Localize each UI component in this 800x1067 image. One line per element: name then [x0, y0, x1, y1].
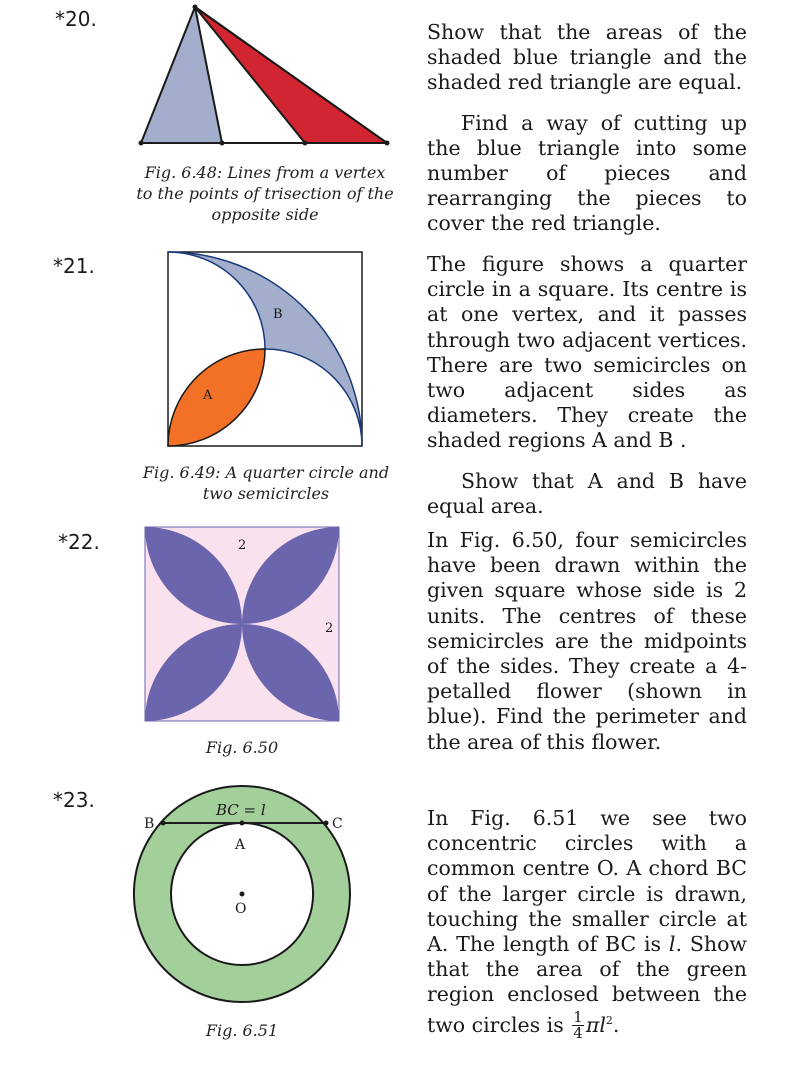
problem-23-text — [427, 806, 747, 1041]
fraction-numerator: 1 — [573, 1008, 583, 1027]
problem-22-para-1: In Fig. 6.50, four semicircles have been drawn within the given square whose side is 2 units. The centres of these semicircles are the midpoints of the sides. They create a 4-petalled flower (shown in blue). Find the perimeter and the area of this flower. — [427, 528, 747, 754]
fraction-denominator: 4 — [573, 1024, 583, 1043]
problem-21-text — [427, 252, 747, 519]
problem-21-para-2: Show that A and B have equal area. — [427, 468, 747, 518]
label-b: B — [144, 816, 155, 832]
figure-6-50 — [140, 522, 345, 727]
problem-21-para-1: The figure shows a quarter circle in a square. Its centre is at one vertex, and it passes through two adjacent vertices. There are two semicircles on two adjacent sides as diameters. They create the shaded regions A and B . — [427, 252, 747, 453]
figure-6-48 — [120, 0, 410, 150]
problem-23-end: Show that the area of the green region enclosed between the two circles is — [427, 932, 747, 1037]
blue-triangle — [141, 7, 222, 143]
problem-20-text — [427, 20, 747, 237]
exponent-2: 2 — [605, 1013, 613, 1027]
var-l: l — [668, 932, 676, 957]
caption-fig-6-50: Fig. 6.50 — [205, 738, 279, 757]
problem-20-para-1: Show that the areas of the shaded blue triangle and the shaded red triangle are equal. — [427, 20, 747, 95]
label-a: A — [203, 388, 213, 403]
label-o: O — [235, 901, 247, 917]
problem-22-text — [427, 528, 747, 755]
label-top-side: 2 — [238, 538, 247, 553]
problem-number-23: *23. — [53, 788, 95, 812]
caption-fig-6-49: Fig. 6.49: A quarter circle and two semicircles — [142, 463, 390, 503]
label-chord: BC = l — [216, 801, 266, 819]
label-right-side: 2 — [325, 621, 334, 636]
final-period: . — [612, 1012, 620, 1037]
figure-6-51 — [130, 775, 360, 1015]
problem-23-para-1: In Fig. 6.51 we see two concentric circles with a common centre O. A chord BC of the larger circle is drawn, touching the smaller circle at A. The length of BC is l. Show that the area of the green region enclosed between the two circles is $\frac{1}{4}$ $\pi l^2$. — [427, 806, 747, 1043]
caption-fig-6-48: Fig. 6.48: Lines from a vertex to the points of trisection of the opposite side — [136, 163, 394, 224]
fraction-one-quarter — [572, 1010, 584, 1041]
caption-fig-6-51: Fig. 6.51 — [205, 1021, 279, 1040]
formula-pi-l: πl — [585, 1012, 606, 1037]
figure-6-49 — [160, 245, 370, 455]
problem-number-22: *22. — [58, 530, 100, 554]
problem-23-main: In Fig. 6.51 we see two concentric circles with a common centre O. A chord BC of the larger circle is drawn, touching the smaller circle at A. The length of BC is — [427, 806, 747, 957]
label-a: A — [235, 837, 246, 853]
centre-point — [240, 892, 245, 897]
label-c: C — [332, 816, 343, 832]
problem-20-para-2: Find a way of cutting up the blue triangle into some number of pieces and rearranging the pieces to cover the red triangle. — [427, 110, 747, 236]
problem-number-20: *20. — [55, 7, 97, 31]
label-b: B — [273, 307, 283, 322]
problem-number-21: *21. — [53, 254, 95, 278]
